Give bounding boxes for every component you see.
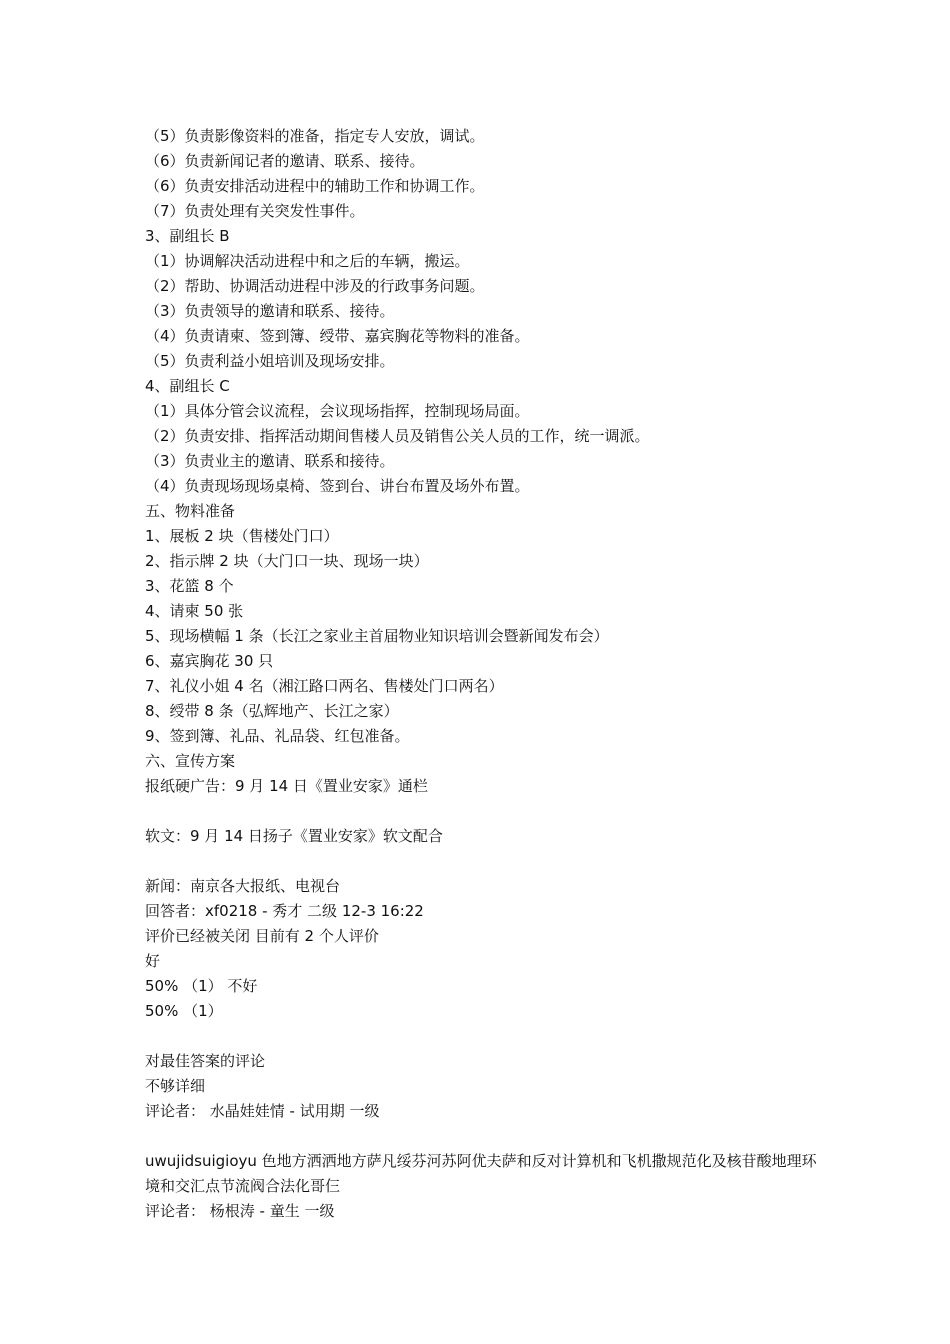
soft-article-line: 软文：9 月 14 日扬子《置业安家》软文配合 (145, 827, 443, 845)
news-line: 新闻：南京各大报纸、电视台 (145, 877, 341, 895)
list-item: 9、签到簿、礼品、礼品袋、红包准备。 (145, 727, 410, 745)
text-line: （3）负责领导的邀请和联系、接待。 (145, 302, 395, 320)
text-line: 报纸硬广告：9 月 14 日《置业安家》通栏 (145, 777, 428, 795)
document-lines (145, 124, 825, 799)
list-item: 6、嘉宾胸花 30 只 (145, 652, 274, 670)
text-line: （1）协调解决活动进程中和之后的车辆，搬运。 (145, 252, 470, 270)
text-line: （2）帮助、协调活动进程中涉及的行政事务问题。 (145, 277, 485, 295)
text-line: （2）负责安排、指挥活动期间售楼人员及销售公关人员的工作，统一调派。 (145, 427, 650, 445)
rating-good-label: 好 (145, 952, 161, 970)
text-line: （4）负责现场现场桌椅、签到台、讲台布置及场外布置。 (145, 477, 530, 495)
blank-line (145, 849, 825, 874)
text-line: （6）负责新闻记者的邀请、联系、接待。 (145, 152, 425, 170)
list-item: 1、展板 2 块（售楼处门口） (145, 527, 339, 545)
rating-good-percent: 50% （1） 不好 (145, 977, 258, 995)
list-item: 4、请柬 50 张 (145, 602, 244, 620)
list-item: 3、花篮 8 个 (145, 577, 234, 595)
text-line: （5）负责利益小姐培训及现场安排。 (145, 352, 395, 370)
list-item: 7、礼仪小姐 4 名（湘江路口两名、售楼处门口两名） (145, 677, 504, 695)
section-heading: 4、副组长 C (145, 377, 230, 395)
text-line: （3）负责业主的邀请、联系和接待。 (145, 452, 395, 470)
document-body (145, 124, 825, 1224)
text-line: （4）负责请柬、签到簿、绶带、嘉宾胸花等物料的准备。 (145, 327, 530, 345)
section-heading: 六、宣传方案 (145, 752, 236, 770)
list-item: 5、现场横幅 1 条（长江之家业主首届物业知识培训会暨新闻发布会） (145, 627, 609, 645)
answerer-info: 回答者：xf0218 - 秀才 二级 12-3 16:22 (145, 902, 424, 920)
list-item: 2、指示牌 2 块（大门口一块、现场一块） (145, 552, 429, 570)
blank-line (145, 1024, 825, 1049)
text-line: （5）负责影像资料的准备，指定专人安放，调试。 (145, 127, 485, 145)
comment-author: 评论者： 杨根涛 - 童生 一级 (145, 1202, 335, 1220)
text-line: （6）负责安排活动进程中的辅助工作和协调工作。 (145, 177, 485, 195)
rating-bad-percent: 50% （1） (145, 1002, 223, 1020)
comment-text: uwujidsuigioyu 色地方洒洒地方萨凡绥芬河苏阿优夫萨和反对计算机和飞机撒规范化及核苷酸地理环境和交汇点节流阀合法化哥仨 (145, 1152, 817, 1195)
blank-line (145, 1124, 825, 1149)
text-line: （1）具体分管会议流程，会议现场指挥，控制现场局面。 (145, 402, 530, 420)
text-line: （7）负责处理有关突发性事件。 (145, 202, 365, 220)
list-item: 8、绶带 8 条（弘辉地产、长江之家） (145, 702, 399, 720)
comment-author: 评论者： 水晶娃娃情 - 试用期 一级 (145, 1102, 380, 1120)
comments-heading: 对最佳答案的评论 (145, 1052, 266, 1070)
blank-line (145, 799, 825, 824)
section-heading: 五、物料准备 (145, 502, 236, 520)
comment-text: 不够详细 (145, 1077, 206, 1095)
rating-status: 评价已经被关闭 目前有 2 个人评价 (145, 927, 379, 945)
section-heading: 3、副组长 B (145, 227, 230, 245)
